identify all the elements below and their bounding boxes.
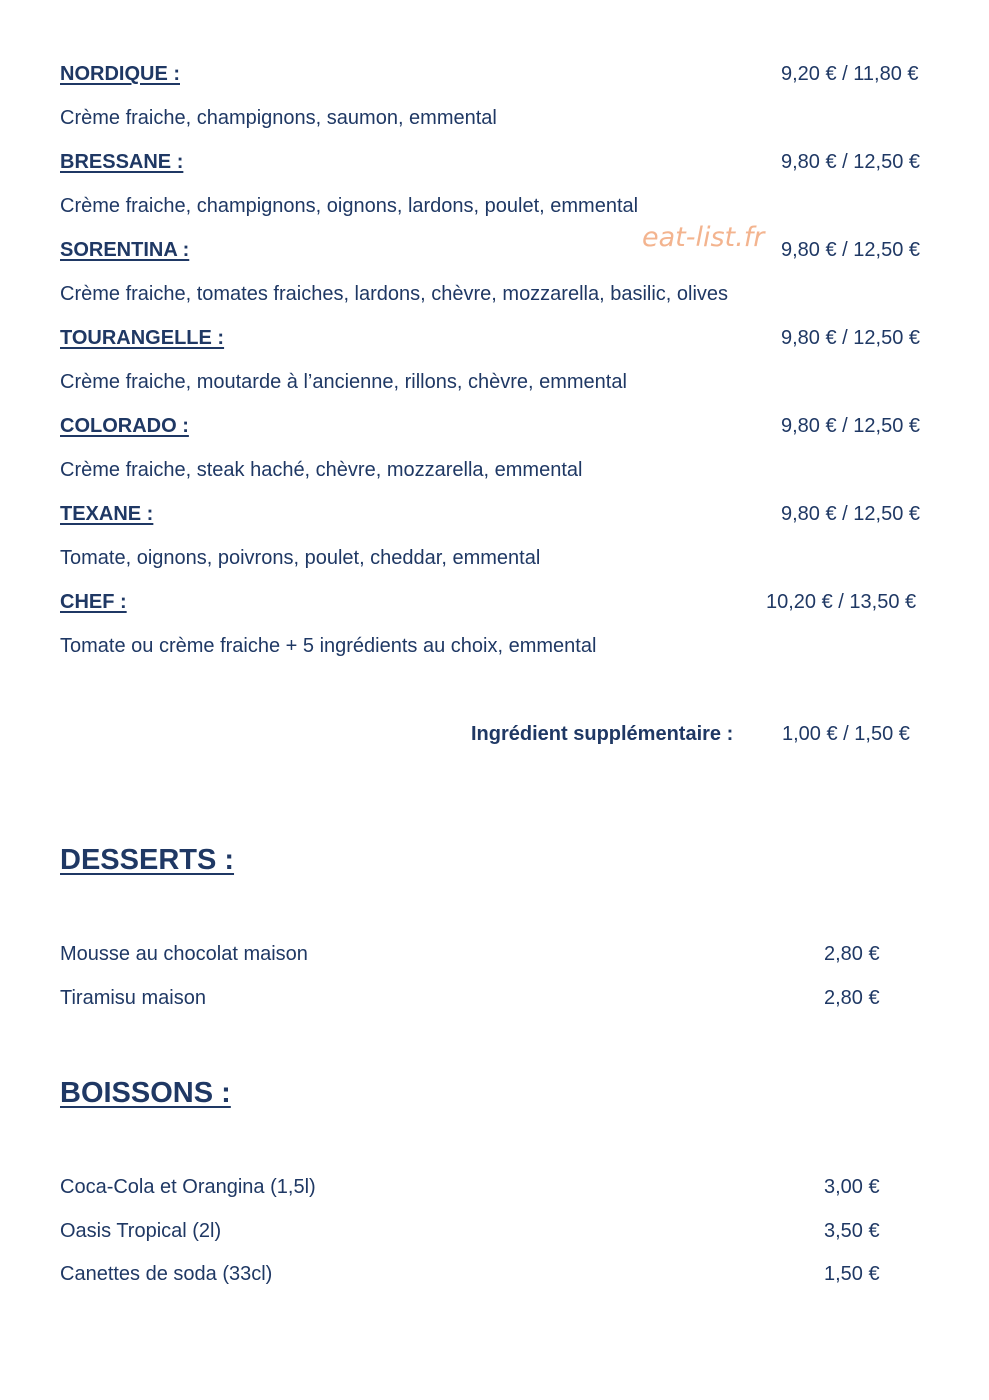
boissons-title: BOISSONS : [60,1077,231,1109]
pizza-price-colorado: 9,80 € / 12,50 € [781,415,921,437]
dessert-item-price: 2,80 € [824,943,880,965]
pizza-name-chef: CHEF : [60,591,127,613]
pizza-description-nordique: Crème fraiche, champignons, saumon, emmental [60,107,497,129]
boisson-item-price: 1,50 € [824,1263,880,1285]
pizza-name-nordique: NORDIQUE : [60,63,180,85]
pizza-description-bressane: Crème fraiche, champignons, oignons, lardons, poulet, emmental [60,195,639,217]
boisson-item-price: 3,50 € [824,1220,880,1242]
pizza-description-sorentina: Crème fraiche, tomates fraiches, lardons, chèvre, mozzarella, basilic, olives [60,283,729,305]
pizza-name-bressane: BRESSANE : [60,151,184,173]
boisson-item-name: Canettes de soda (33cl) [60,1263,273,1285]
supplement-price: 1,00 € / 1,50 € [782,723,910,745]
pizza-name-texane: TEXANE : [60,503,154,525]
pizza-price-nordique: 9,20 € / 11,80 € [781,63,919,85]
pizza-price-chef: 10,20 € / 13,50 € [766,591,917,613]
desserts-title: DESSERTS : [60,844,235,876]
dessert-item-name: Mousse au chocolat maison [60,943,308,965]
watermark: eat-list.fr [642,222,765,253]
pizza-price-bressane: 9,80 € / 12,50 € [781,151,921,173]
pizza-description-chef: Tomate ou crème fraiche + 5 ingrédients au choix, emmental [60,635,597,657]
boisson-item-name: Oasis Tropical (2l) [60,1220,222,1242]
pizza-price-texane: 9,80 € / 12,50 € [781,503,921,525]
pizza-name-colorado: COLORADO : [60,415,189,437]
pizza-name-sorentina: SORENTINA : [60,239,190,261]
pizza-price-sorentina: 9,80 € / 12,50 € [781,239,921,261]
pizza-name-tourangelle: TOURANGELLE : [60,327,225,349]
supplement-label: Ingrédient supplémentaire : [471,723,734,745]
pizza-description-tourangelle: Crème fraiche, moutarde à l’ancienne, rillons, chèvre, emmental [60,371,627,393]
pizza-price-tourangelle: 9,80 € / 12,50 € [781,327,921,349]
dessert-item-price: 2,80 € [824,987,880,1009]
pizza-description-colorado: Crème fraiche, steak haché, chèvre, mozzarella, emmental [60,459,583,481]
boisson-item-price: 3,00 € [824,1176,880,1198]
boisson-item-name: Coca-Cola et Orangina (1,5l) [60,1176,316,1198]
pizza-description-texane: Tomate, oignons, poivrons, poulet, cheddar, emmental [60,547,541,569]
dessert-item-name: Tiramisu maison [60,987,206,1009]
